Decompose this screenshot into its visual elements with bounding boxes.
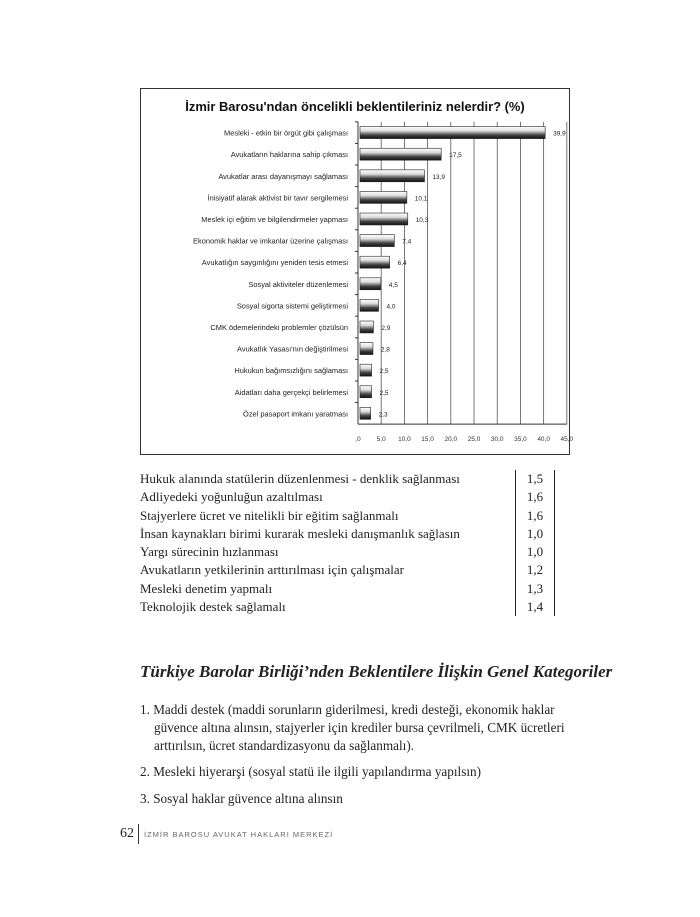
- row-label: Mesleki denetim yapmalı: [140, 580, 273, 596]
- expectations-table: [140, 470, 560, 616]
- category-label: Avukatlık Yasası'nın değiştirilmesi: [237, 344, 349, 354]
- value-label: 10,3: [415, 216, 429, 224]
- x-tick-label: 45,0: [560, 436, 574, 444]
- bar: [360, 148, 441, 160]
- chart-title: İzmir Barosu'ndan öncelikli beklentileriniz nelerdir? (%): [185, 98, 525, 114]
- category-label: Mesleki - etkin bir örgüt gibi çalışması: [224, 128, 349, 138]
- category-label: Sosyal sigorta sistemi geliştirmesi: [236, 301, 349, 311]
- category-label: Avukatlığın saygınlığını yeniden tesis etmesi: [201, 258, 349, 268]
- table-row: [140, 488, 560, 506]
- x-tick-label: 25,0: [467, 436, 481, 444]
- page-footer: [120, 824, 333, 844]
- x-tick-label: 10,0: [398, 436, 411, 444]
- row-value: 1,3: [515, 580, 555, 598]
- list-item: [140, 790, 600, 808]
- list-item: [140, 763, 600, 781]
- row-value: 1,6: [515, 488, 555, 506]
- category-label: Özel pasaport imkanı yaratması: [243, 409, 349, 419]
- value-label: 39,9: [553, 130, 566, 138]
- x-tick-label: ,0: [355, 436, 361, 444]
- x-tick-label: 15,0: [421, 436, 434, 444]
- x-tick-label: 40,0: [537, 436, 550, 444]
- value-label: 2,5: [379, 389, 389, 397]
- bar: [360, 407, 371, 419]
- category-label: CMK ödemelerindeki problemler çözülsün: [210, 322, 349, 332]
- row-label: Teknolojik destek sağlamalı: [140, 599, 286, 615]
- table-row: [140, 543, 560, 561]
- row-value: 1,6: [515, 507, 555, 525]
- category-label: Avukatların haklarına sahip çıkması: [230, 150, 349, 160]
- x-tick-label: 35,0: [514, 436, 527, 444]
- value-label: 2,8: [380, 346, 390, 354]
- value-label: 2,9: [381, 324, 391, 332]
- running-title: İZMİR BAROSU AVUKAT HAKLARI MERKEZİ: [144, 829, 334, 839]
- section-heading: Türkiye Barolar Birliği’nden Beklentilere İlişkin Genel Kategoriler: [140, 662, 613, 681]
- table-row: [140, 507, 560, 525]
- list-item-line: güvence altına alınsın, stajyerler için krediler bursa çevrilmeli, CMK ücretleri: [154, 720, 565, 735]
- table-row: [140, 580, 560, 598]
- list-item-line: arttırılsın, ücret standardizasyonu da sağlanmalı).: [154, 738, 415, 753]
- category-label: Ekonomik haklar ve imkanlar üzerine çalışması: [193, 236, 349, 246]
- bar: [360, 364, 372, 376]
- category-label: Meslek içi eğitim ve bilgilendirmeler yapması: [201, 214, 349, 224]
- x-tick-label: 20,0: [444, 436, 458, 444]
- bar: [360, 299, 379, 311]
- value-label: 7,4: [402, 238, 412, 246]
- row-label: Avukatların yetkilerinin arttırılması için çalışmalar: [140, 562, 405, 578]
- list-item-line: 3. Sosyal haklar güvence altına alınsın: [140, 791, 343, 806]
- table-row: [140, 470, 560, 488]
- x-tick-label: 30,0: [490, 436, 504, 444]
- list-item-line: 2. Mesleki hiyerarşi (sosyal statü ile ilgili yapılandırma yapılsın): [140, 764, 481, 779]
- category-label: Sosyal aktiviteler düzenlemesi: [248, 279, 349, 289]
- bar: [360, 170, 425, 182]
- category-label: İnisiyatif alarak aktivist bir tavır sergilemesi: [207, 193, 349, 203]
- value-label: 6,4: [397, 260, 407, 268]
- table-row: [140, 525, 560, 543]
- page-number: 62: [120, 824, 139, 844]
- category-label: Aidatları daha gerçekçi belirlemesi: [234, 387, 349, 397]
- list-item-line: 1. Maddi destek (maddi sorunların giderilmesi, kredi desteği, ekonomik haklar: [140, 702, 555, 717]
- bar: [360, 213, 408, 225]
- bar: [360, 235, 394, 247]
- category-label: Avukatlar arası dayanışmayı sağlaması: [218, 171, 349, 181]
- category-label: Hukukun bağımsızlığını sağlaması: [234, 366, 349, 376]
- bar: [360, 191, 407, 203]
- value-label: 13,9: [432, 173, 446, 181]
- row-value: 1,0: [515, 525, 555, 543]
- row-value: 1,2: [515, 561, 555, 579]
- row-value: 1,4: [515, 598, 555, 616]
- bar: [360, 256, 390, 268]
- row-label: Hukuk alanında statülerin düzenlenmesi - denklik sağlanması: [140, 471, 460, 486]
- row-label: İnsan kaynakları birimi kurarak mesleki danışmanlık sağlasın: [140, 525, 460, 541]
- row-label: Adliyedeki yoğunluğun azaltılması: [140, 489, 323, 505]
- list-item: [140, 701, 600, 755]
- value-label: 10,1: [414, 195, 428, 203]
- x-tick-label: 5,0: [376, 436, 386, 444]
- row-label: Yargı sürecinin hızlanması: [140, 544, 279, 560]
- row-label: Stajyerlere ücret ve nitelikli bir eğitim sağlanmalı: [140, 507, 399, 523]
- bar: [360, 127, 545, 139]
- value-label: 2,3: [378, 411, 388, 419]
- bar-chart: [140, 88, 574, 455]
- bar: [360, 343, 373, 355]
- table-row: [140, 561, 560, 579]
- bar: [360, 321, 373, 333]
- row-value: 1,0: [515, 543, 555, 561]
- value-label: 4,5: [388, 281, 398, 289]
- row-value: 1,5: [515, 470, 555, 488]
- table-row: [140, 598, 560, 616]
- value-label: 4,0: [386, 303, 396, 311]
- value-label: 17,5: [449, 152, 462, 160]
- value-label: 2,5: [379, 368, 389, 376]
- bar: [360, 386, 372, 398]
- bar: [360, 278, 381, 290]
